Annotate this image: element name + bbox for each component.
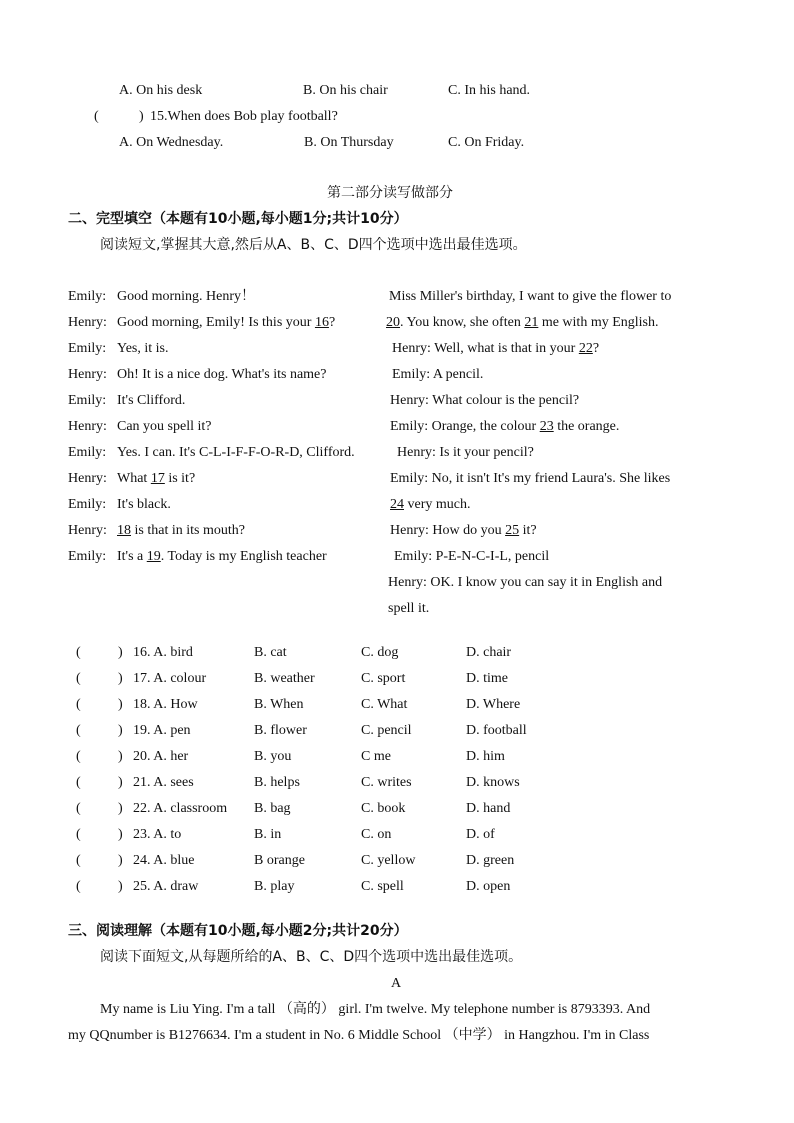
answer-paren-open: ( [76,645,81,660]
dialog-text: spell it. [388,601,430,616]
question-option-b: B. flower [254,723,307,738]
dialog-speaker: Henry: [68,367,107,382]
dialog-line [117,420,212,434]
dialog-line [392,368,483,382]
dialog-text: Good morning, Emily! Is this your [117,315,315,330]
dialog-text: Emily: Orange, the colour [390,419,540,434]
passage-label: A [391,976,402,991]
question-option-c: C. on [361,827,392,842]
dialog-text: Henry: OK. I know you can say it in English and [388,575,663,590]
dialog-text: very much. [404,497,471,512]
dialog-text: Yes. I can. It's C-L-I-F-F-O-R-D, Clifford. [117,445,355,460]
dialog-speaker: Henry: [68,315,107,330]
cloze-blank: 16 [314,315,329,330]
q15-option-a: A. On Wednesday. [119,135,224,150]
question-option-c: C. dog [361,645,399,660]
dialog-text: it? [519,523,537,538]
answer-paren-open: ( [76,671,81,686]
part2-title: 第二部分读写做部分 [327,185,453,201]
answer-paren-close: ) [118,645,123,660]
answer-paren-close: ) [118,879,123,894]
answer-paren-open: ( [76,775,81,790]
dialog-line [117,524,245,538]
q15-option-c: C. On Friday. [448,135,525,150]
answer-paren-open: ( [76,879,81,894]
dialog-text: Good morning. Henry！ [117,289,256,304]
dialog-line [390,498,470,512]
dialog-text: ? [328,315,336,330]
dialog-line [117,394,185,408]
question-option-b: B. in [254,827,282,842]
dialog-line [117,498,171,512]
question-option-a: 18. A. How [133,697,198,712]
question-option-a: 20. A. her [133,749,189,764]
question-option-b: B. weather [254,671,315,686]
dialog-text: . Today is my English teacher [160,549,327,564]
cloze-blank: 20 [386,315,400,330]
dialog-line [394,550,549,564]
dialog-text: Emily: P-E-N-C-I-L, pencil [394,549,550,564]
answer-paren-close: ) [118,775,123,790]
answer-paren-open: ( [76,853,81,868]
dialog-text: . You know, she often [400,315,525,330]
dialog-text: What [117,471,151,486]
passage-line-1: My name is Liu Ying. I'm a tall （高的） girl. I'm twelve. My telephone number is 8793393. And [100,1002,651,1017]
dialog-text: Henry: Well, what is that in your [392,341,579,356]
answer-paren-open: ( [76,801,81,816]
dialog-text: Yes, it is. [117,341,169,356]
dialog-speaker: Emily: [68,341,107,356]
dialog-text: ? [592,341,600,356]
dialog-text: Miss Miller's birthday, I want to give the flower to [389,289,672,304]
question-option-d: D. him [466,749,505,764]
question-option-b: B. When [254,697,304,712]
dialog-line [389,290,671,304]
dialog-text: It's a [117,549,147,564]
question-option-b: B. play [254,879,295,894]
answer-paren-open: ( [76,827,81,842]
question-option-c: C. book [361,801,406,816]
question-option-d: D. knows [466,775,520,790]
question-option-d: D. football [466,723,527,738]
dialog-text: is it? [164,471,196,486]
answer-paren-close: ) [118,671,123,686]
q15-option-b: B. On Thursday [304,135,394,150]
answer-paren-open: ( [76,697,81,712]
question-option-d: D. green [466,853,515,868]
dialog-text: Oh! It is a nice dog. What's its name? [117,367,327,382]
section3-heading: 三、阅读理解（本题有10小题,每小题2分;共计20分） [68,923,408,939]
question-option-c: C. pencil [361,723,412,738]
q14-option-a: A. On his desk [119,83,203,98]
dialog-line [386,316,659,330]
question-option-d: D. Where [466,697,521,712]
dialog-line [388,576,662,590]
cloze-blank: 18 [117,523,131,538]
dialog-text: is that in its mouth? [131,523,245,538]
answer-paren-close: ) [118,749,123,764]
question-option-d: D. open [466,879,511,894]
cloze-blank: 23 [539,419,554,434]
dialog-speaker: Henry: [68,523,107,538]
question-option-c: C. sport [361,671,406,686]
dialog-line [117,342,169,356]
dialog-text: Can you spell it? [117,419,212,434]
question-option-b: B orange [254,853,305,868]
dialog-speaker: Emily: [68,549,107,564]
dialog-line [390,420,619,434]
dialog-speaker: Emily: [68,289,107,304]
dialog-line [390,524,537,538]
dialog-text: Henry: Is it your pencil? [397,445,534,460]
question-option-b: B. cat [254,645,287,660]
question-option-c: C. spell [361,879,404,894]
dialog-line [117,290,255,304]
answer-paren-close: ) [118,697,123,712]
answer-paren-close: ) [118,827,123,842]
question-option-a: 21. A. sees [133,775,194,790]
dialog-text: It's Clifford. [117,393,186,408]
dialog-speaker: Emily: [68,497,107,512]
answer-paren-open: ( [76,723,81,738]
question-option-b: B. you [254,749,292,764]
question-option-a: 22. A. classroom [133,801,228,816]
dialog-text: Henry: How do you [390,523,506,538]
dialog-text: It's black. [117,497,171,512]
dialog-line [388,602,429,616]
cloze-blank: 17 [150,471,165,486]
question-option-b: B. helps [254,775,300,790]
section2-heading: 二、完型填空（本题有10小题,每小题1分;共计10分） [68,211,408,227]
dialog-line [117,550,327,564]
question-option-b: B. bag [254,801,291,816]
passage-line-2: my QQnumber is B1276634. I'm a student in No. 6 Middle School （中学） in Hangzhou. I'm in Class [68,1028,650,1043]
dialog-text: Henry: What colour is the pencil? [390,393,580,408]
question-option-a: 24. A. blue [133,853,195,868]
cloze-blank: 25 [505,523,520,538]
question-option-a: 25. A. draw [133,879,199,894]
dialog-text: me with my English. [538,315,659,330]
question-option-d: D. time [466,671,508,686]
cloze-blank: 19 [146,549,161,564]
cloze-blank: 24 [390,497,404,512]
q14-option-b: B. On his chair [303,83,388,98]
answer-paren-close: ) [118,801,123,816]
question-option-c: C. yellow [361,853,416,868]
question-option-a: 23. A. to [133,827,182,842]
question-option-a: 16. A. bird [133,645,193,660]
question-option-d: D. of [466,827,495,842]
dialog-line [390,394,579,408]
question-option-a: 19. A. pen [133,723,191,738]
dialog-text: the orange. [553,419,620,434]
question-option-a: 17. A. colour [133,671,207,686]
dialog-line [397,446,534,460]
dialog-line [390,472,670,486]
answer-paren-close: ) [118,723,123,738]
cloze-blank: 22 [578,341,593,356]
dialog-speaker: Emily: [68,445,107,460]
dialog-speaker: Henry: [68,471,107,486]
cloze-blank: 21 [524,315,539,330]
dialog-line [117,316,335,330]
question-option-d: D. chair [466,645,512,660]
question-option-c: C. writes [361,775,412,790]
q14-option-c: C. In his hand. [448,83,531,98]
q15-paren-close: ) [139,109,144,124]
dialog-line [117,472,195,486]
section2-instruction: 阅读短文,掌握其大意,然后从A、B、C、D四个选项中选出最佳选项。 [100,237,527,253]
dialog-text: Emily: A pencil. [392,367,484,382]
q15-paren-open: ( [94,109,99,124]
dialog-line [117,446,355,460]
question-option-d: D. hand [466,801,511,816]
q15-question: 15.When does Bob play football? [150,109,338,124]
section3-instruction: 阅读下面短文,从每题所给的A、B、C、D四个选项中选出最佳选项。 [100,949,523,965]
question-option-c: C me [361,749,391,764]
answer-paren-open: ( [76,749,81,764]
answer-paren-close: ) [118,853,123,868]
dialog-line [117,368,327,382]
dialog-speaker: Henry: [68,419,107,434]
dialog-line [392,342,599,356]
dialog-text: Emily: No, it isn't It's my friend Laura's. She likes [390,471,671,486]
question-option-c: C. What [361,697,408,712]
dialog-speaker: Emily: [68,393,107,408]
